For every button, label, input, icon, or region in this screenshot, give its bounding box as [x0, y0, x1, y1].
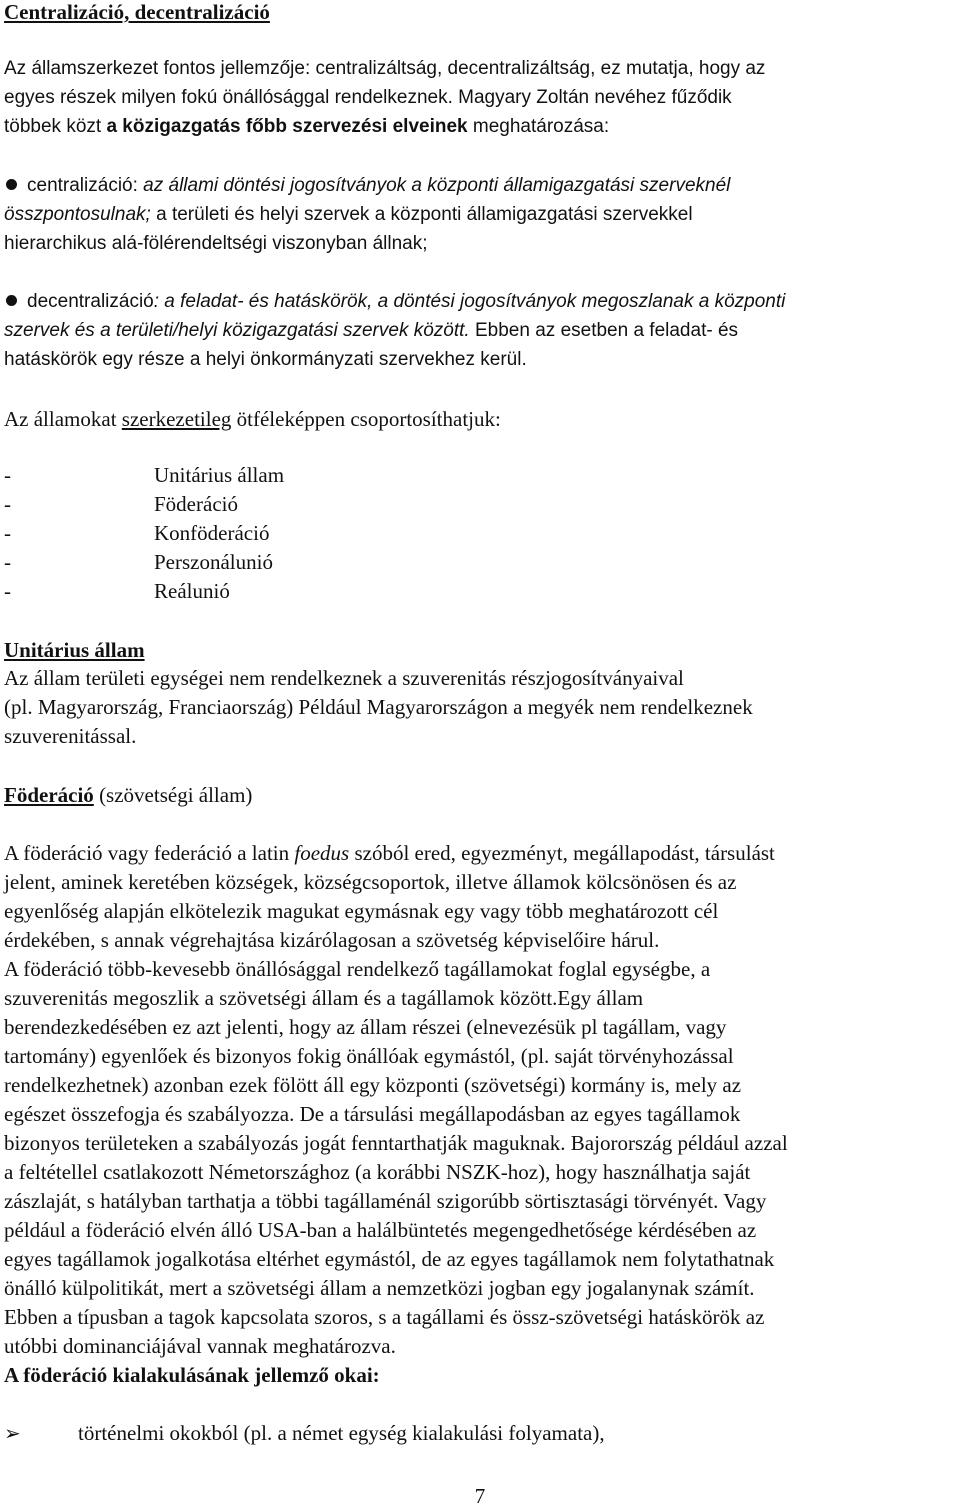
- centralization-line-3: hierarchikus alá-fölérendeltségi viszonyban állnak;: [4, 233, 428, 254]
- centralization-term: centralizáció:: [27, 175, 138, 196]
- intro-line-3: [4, 112, 956, 142]
- classification-sentence: [4, 404, 956, 434]
- bullet-icon: [6, 295, 17, 306]
- federation-heading-term: Föderáció: [4, 783, 94, 807]
- decentralization-line-3: hatáskörök egy része a helyi önkormányzati szervekhez kerül.: [4, 349, 527, 370]
- arrow-bullet-icon: ➢: [4, 1423, 21, 1445]
- unitary-line-1: Az állam területi egységei nem rendelkeznek a szuverenitás részjogosítványaival: [4, 666, 684, 690]
- federation-p2-line: zászlaját, s hatályban tarthatja a többi tagállaménál szigorúbb sörtisztasági törvényét. Vagy: [4, 1189, 767, 1213]
- decentralization-definition: : a feladat- és hatáskörök, a döntési jogosítványok megoszlanak a központi: [153, 291, 786, 312]
- list-item-label: Reálunió: [154, 579, 230, 603]
- intro-emphasis: a közigazgatás főbb szervezési elveinek: [106, 116, 468, 137]
- decentralization-line-2: [4, 316, 956, 346]
- federation-p1-line: érdekében, s annak végrehajtása kizárólagosan a szövetség képviselőire hárul.: [4, 928, 660, 952]
- centralization-line-1: [4, 171, 956, 201]
- federation-p2-line: például a föderáció elvén álló USA-ban a halálbüntetés megengedhetősége kérdésében az: [4, 1218, 757, 1242]
- decentralization-text: Ebben az esetben a feladat- és: [475, 320, 739, 341]
- federation-heading-suffix: (szövetségi állam): [93, 783, 253, 807]
- list-item-label: Perszonálunió: [154, 550, 273, 574]
- federation-p2-line: egyes tagállamok jogalkotása eltérhet egymástól, de az egyes tagállamok nem folytathatnak: [4, 1247, 775, 1271]
- classification-keyword: szerkezetileg: [121, 407, 232, 431]
- unitary-line-3: szuverenitással.: [4, 724, 137, 748]
- decentralization-definition-end: szervek és a területi/helyi közigazgatási szervek között.: [4, 320, 470, 341]
- classification-text-end: ötféleképpen csoportosíthatjuk:: [231, 407, 501, 431]
- federation-p2-line: rendelkezhetnek) azonban ezek fölött áll egy központi (szövetségi) kormány is, mely az: [4, 1073, 742, 1097]
- federation-reasons-heading: A föderáció kialakulásának jellemző okai:: [4, 1363, 380, 1387]
- centralization-definition: az állami döntési jogosítványok a központi államigazgatási szerveknél: [143, 175, 731, 196]
- classification-text: Az államokat: [4, 407, 122, 431]
- federation-heading: [4, 780, 956, 810]
- decentralization-line-1: [4, 287, 956, 317]
- federation-p1-line: jelent, aminek keretében községek, községcsoportok, illetve államok kölcsönösen és az: [4, 870, 737, 894]
- federation-p2-line: tartomány) egyenlőek és bizonyos fokig önállóak egymástól, (pl. saját törvényhozással: [4, 1044, 734, 1068]
- federation-p2-line: a feltétellel csatlakozott Németországhoz (a korábbi NSZK-hoz), hogy használhatja saját: [4, 1160, 751, 1184]
- unitary-line-2: (pl. Magyarország, Franciaország) Például Magyarországon a megyék nem rendelkeznek: [4, 695, 753, 719]
- intro-line-1: Az államszerkezet fontos jellemzője: centralizáltság, decentralizáltság, ez mutatja, hogy az: [4, 58, 766, 79]
- list-dash: -: [4, 463, 11, 487]
- federation-p2-line: A föderáció több-kevesebb önállósággal rendelkező tagállamokat foglal egységbe, a: [4, 957, 711, 981]
- federation-p2-line: szuverenitás megoszlik a szövetségi állam és a tagállamok között.Egy állam: [4, 986, 644, 1010]
- federation-p1-line: egyenlőség alapján elkötelezik magukat egymásnak egy vagy több meghatározott cél: [4, 899, 719, 923]
- federation-p1-text-end: szóból ered, egyezményt, megállapodást, társulást: [349, 841, 775, 865]
- page-title: Centralizáció, decentralizáció: [4, 0, 270, 24]
- list-item-label: Föderáció: [154, 492, 238, 516]
- intro-text-end: meghatározása:: [467, 116, 610, 137]
- federation-p2-line: önálló külpolitikát, mert a szövetségi állam a nemzetközi jogban egy jogalanynak számít.: [4, 1276, 755, 1300]
- list-item-label: Unitárius állam: [154, 463, 285, 487]
- centralization-text: a területi és helyi szervek a központi államigazgatási szervekkel: [156, 204, 693, 225]
- federation-p2-line: Ebben a típusban a tagok kapcsolata szoros, s a tagállami és össz-szövetségi hatáskörök az: [4, 1305, 765, 1329]
- federation-latin-term: foedus: [294, 841, 350, 865]
- centralization-line-2: [4, 200, 956, 230]
- reason-text: történelmi okokból (pl. a német egység kialakulási folyamata),: [78, 1421, 605, 1445]
- intro-line-2: egyes részek milyen fokú önállósággal rendelkeznek. Magyary Zoltán nevéhez fűződik: [4, 87, 732, 108]
- federation-p2-line: berendezkedésében ez azt jelenti, hogy az állam részei (elnevezésük pl tagállam, vagy: [4, 1015, 727, 1039]
- list-dash: -: [4, 579, 11, 603]
- federation-p1-text: A föderáció vagy federáció a latin: [4, 841, 295, 865]
- list-dash: -: [4, 550, 11, 574]
- list-dash: -: [4, 492, 11, 516]
- federation-p2-line: bizonyos területeken a szabályozás jogát fenntarthatják maguknak. Bajorország például azzal: [4, 1131, 788, 1155]
- list-dash: -: [4, 521, 11, 545]
- centralization-definition-end: összpontosulnak;: [4, 204, 151, 225]
- bullet-icon: [6, 179, 17, 190]
- intro-text: többek közt: [4, 116, 107, 137]
- decentralization-term: decentralizáció: [27, 291, 154, 312]
- list-item-label: Konföderáció: [154, 521, 270, 545]
- federation-p2-line: utóbbi dominanciájával vannak meghatározva.: [4, 1334, 396, 1358]
- reason-item: [4, 1418, 956, 1449]
- state-type-list: [0, 460, 960, 610]
- unitary-heading: Unitárius állam: [4, 638, 145, 662]
- federation-p1-line: [4, 838, 956, 868]
- page-number: 7: [474, 1484, 486, 1508]
- federation-p2-line: egészet összefogja és szabályozza. De a társulási megállapodásban az egyes tagállamok: [4, 1102, 741, 1126]
